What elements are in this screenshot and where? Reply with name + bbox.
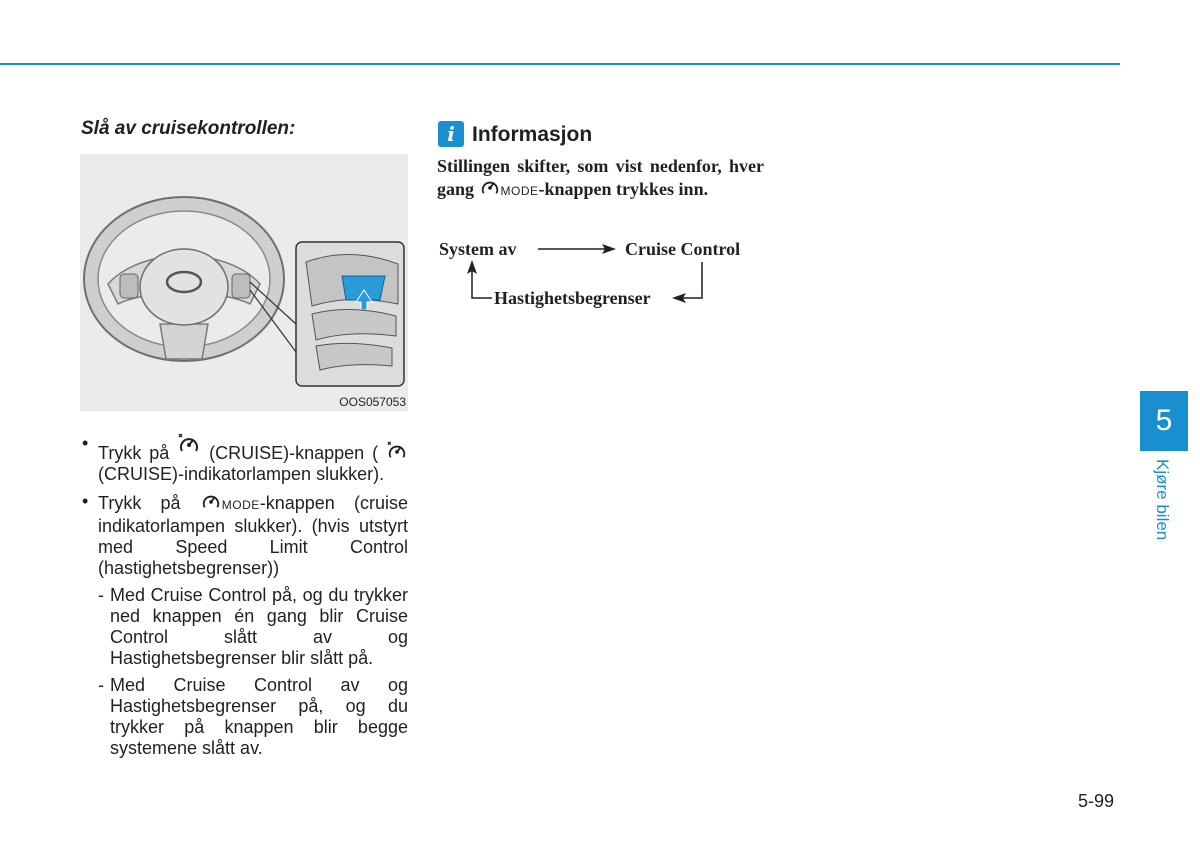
instruction-list	[80, 433, 408, 765]
dash-marker: -	[98, 585, 104, 605]
bullet-dot: •	[82, 491, 89, 511]
bullet-text-post: (CRUISE)-knappen (	[209, 443, 379, 463]
speedometer-icon	[200, 491, 222, 511]
section-heading: Slå av cruisekontrollen:	[81, 118, 296, 139]
bullet-text-post: -knappen (cruise indikatorlampen slukker). (hvis utstyrt med Speed Limit Control (hastighetsbegrenser))	[98, 493, 408, 578]
mode-cycle-diagram	[430, 232, 770, 322]
list-item	[80, 433, 408, 485]
bullet-dot: •	[82, 433, 89, 453]
mode-label: MODE	[500, 184, 539, 198]
subitem-text: Med Cruise Control på, og du trykker ned knappen én gang blir Cruise Control slått av og Hastighetsbegrenser blir slått på.	[110, 585, 408, 668]
cruise-indicator-icon	[386, 441, 408, 461]
subitem-text: Med Cruise Control av og Hastighetsbegrenser på, og du trykker på knappen blir begge systemene slått av.	[110, 675, 408, 758]
speedometer-icon	[479, 177, 501, 197]
cruise-icon	[177, 433, 201, 455]
info-title: Informasjon	[472, 123, 593, 146]
list-subitem	[80, 585, 408, 669]
bullet-text-pre: Trykk på	[98, 443, 170, 463]
top-rule	[0, 63, 1120, 65]
chapter-label: Kjøre bilen	[1153, 459, 1172, 541]
bullet-text-pre: Trykk på	[98, 493, 181, 513]
mode-label: MODE	[221, 498, 260, 512]
chapter-tab: 5	[1140, 391, 1188, 451]
node-cruise-control: Cruise Control	[625, 239, 741, 259]
node-system-off: System av	[439, 239, 517, 259]
page-number: 5-99	[1078, 791, 1115, 811]
dash-marker: -	[98, 675, 104, 695]
steering-wheel-figure	[80, 154, 408, 411]
info-body-pre: Stillingen skifter, som vist nedenfor, hver gang	[437, 156, 764, 199]
steering-wheel-illustration	[80, 154, 408, 411]
info-icon: i	[438, 121, 464, 147]
info-body	[437, 156, 764, 202]
figure-code: OOS057053	[339, 395, 406, 409]
list-item	[80, 491, 408, 579]
list-subitem	[80, 675, 408, 759]
bullet-text-post2: (CRUISE)-indikatorlampen slukker).	[98, 464, 385, 484]
info-body-post: -knappen trykkes inn.	[538, 179, 709, 199]
node-speed-limiter: Hastighetsbegrenser	[494, 288, 651, 308]
